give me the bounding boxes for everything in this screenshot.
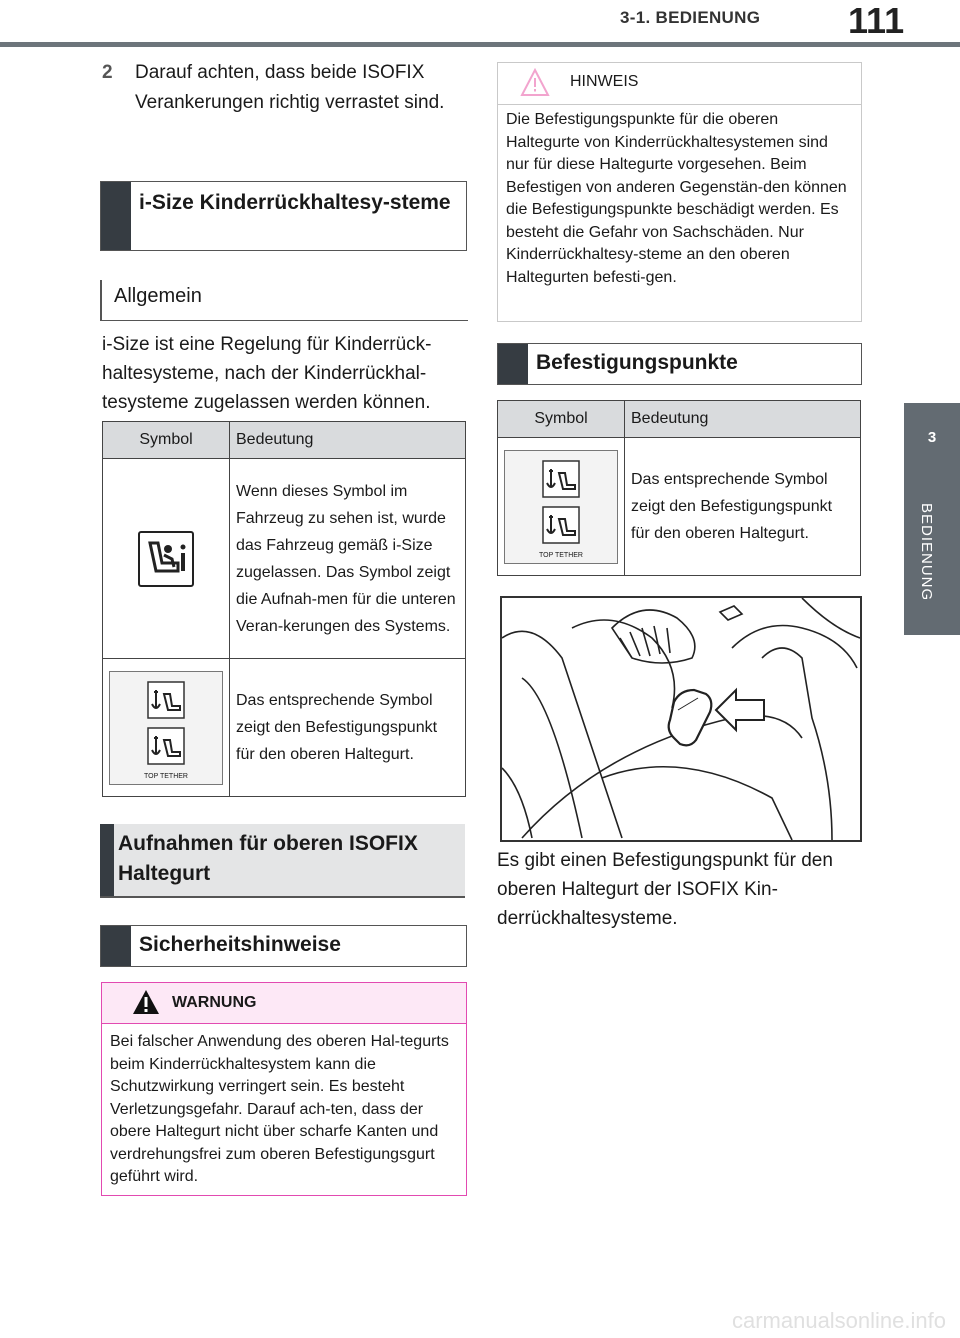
isize-meaning-text: Wenn dieses Symbol im Fahrzeug zu sehen ist, wurde das Fahrzeug gemäß i-Size zugelassen. Das Symbol zeigt die Aufnah-men für die unteren Veran-kerungen des Systems.	[236, 482, 456, 635]
heading-bar	[100, 824, 114, 896]
arrow-icon	[716, 690, 764, 730]
subheading-allgemein	[100, 280, 468, 321]
top-tether-caption: TOP TETHER	[144, 772, 188, 780]
heading-aufnahmen-text: Aufnahmen für oberen ISOFIX Haltegurt	[118, 832, 418, 885]
tether-symbol-cell	[103, 659, 230, 797]
heading-aufnahmen	[100, 824, 465, 898]
isize-symbol-cell	[103, 459, 230, 659]
subheading-allgemein-text: Allgemein	[114, 285, 202, 307]
section-title: 3-1. BEDIENUNG	[620, 8, 761, 27]
tether-meaning-text: Das entsprechende Symbol zeigt den Befestigungspunkt für den oberen Haltegurt.	[236, 692, 438, 763]
col-symbol-header: Symbol	[103, 422, 230, 459]
tether-symbol-cell	[498, 438, 625, 576]
isize-meaning-cell	[230, 459, 466, 659]
vehicle-interior-drawing	[502, 598, 860, 840]
header-rule	[0, 42, 960, 47]
tether-meaning-cell	[230, 659, 466, 797]
chapter-tab	[904, 403, 960, 635]
col-meaning-header: Bedeutung	[230, 422, 466, 459]
tether-meaning-text: Das entsprechende Symbol zeigt den Befestigungspunkt für den oberen Haltegurt.	[631, 471, 833, 542]
col-meaning-header: Bedeutung	[625, 401, 861, 438]
top-tether-caption: TOP TETHER	[539, 551, 583, 559]
heading-bar	[101, 926, 131, 966]
chapter-number: 3	[927, 429, 937, 446]
watermark: carmanualsonline.info	[731, 1308, 946, 1333]
heading-befestigung	[497, 343, 862, 385]
col-symbol-header: Symbol	[498, 401, 625, 438]
heading-befestigung-text: Befestigungspunkte	[536, 351, 738, 374]
heading-isize-text: i-Size Kinderrückhaltesy-steme	[139, 191, 451, 214]
symbol-table-right	[497, 400, 861, 576]
hinweis-text: Die Befestigungspunkte für die oberen Haltegurte von Kinderrückhaltesystemen sind nur für diese Haltegurte vorgesehen. Beim Befestigen von anderen Gegenstän-den können die Befestigungspunkte beschädigt werden. Es besteht die Gefahr von Sachschäden. Nur Kinderrückhaltesy-steme an den oberen Haltegurten befesti-gen.	[506, 111, 847, 286]
chapter-label: BEDIENUNG	[918, 503, 935, 602]
hinweis-box	[497, 62, 862, 322]
symbol-table-left	[102, 421, 466, 797]
step-text: Darauf achten, dass beide ISOFIX Verankerungen richtig verrastet sind.	[135, 62, 445, 113]
hinweis-header	[498, 63, 861, 105]
warning-icon	[132, 989, 160, 1015]
warning-box	[101, 982, 467, 1196]
isize-seat-icon	[138, 531, 194, 587]
isize-paragraph: i-Size ist eine Regelung für Kinderrück-haltesysteme, nach der Kinderrückhal-tesysteme zugelassen werden können.	[102, 334, 432, 413]
top-tether-icon-group	[109, 671, 223, 785]
hinweis-title: HINWEIS	[570, 73, 639, 90]
heading-bar	[498, 344, 528, 384]
warning-header	[102, 983, 466, 1024]
anchor-cover	[669, 690, 712, 745]
warning-text: Bei falscher Anwendung des oberen Hal-tegurts beim Kinderrückhaltesystem kann die Schutzwirkung verringert sein. Es besteht Verletzungsgefahr. Darauf ach-ten, dass der obere Haltegurt nicht über scharfe Kanten und verdrehungsfrei zum oberen Befestigungsgurt geführt wird.	[110, 1033, 449, 1185]
page-number: 111	[848, 0, 905, 41]
step-number: 2	[102, 62, 113, 83]
heading-sicherheit-text: Sicherheitshinweise	[139, 933, 341, 956]
tether-meaning-cell	[625, 438, 861, 576]
heading-isize	[100, 181, 467, 251]
top-tether-icon-group	[504, 450, 618, 564]
heading-bar	[101, 182, 131, 250]
caution-icon	[520, 68, 550, 98]
heading-sicherheit	[100, 925, 467, 967]
figure-caption: Es gibt einen Befestigungspunkt für den oberen Haltegurt der ISOFIX Kin-derrückhaltesysteme.	[497, 850, 833, 929]
anchor-point-illustration	[500, 596, 862, 842]
warning-title: WARNUNG	[172, 994, 257, 1011]
